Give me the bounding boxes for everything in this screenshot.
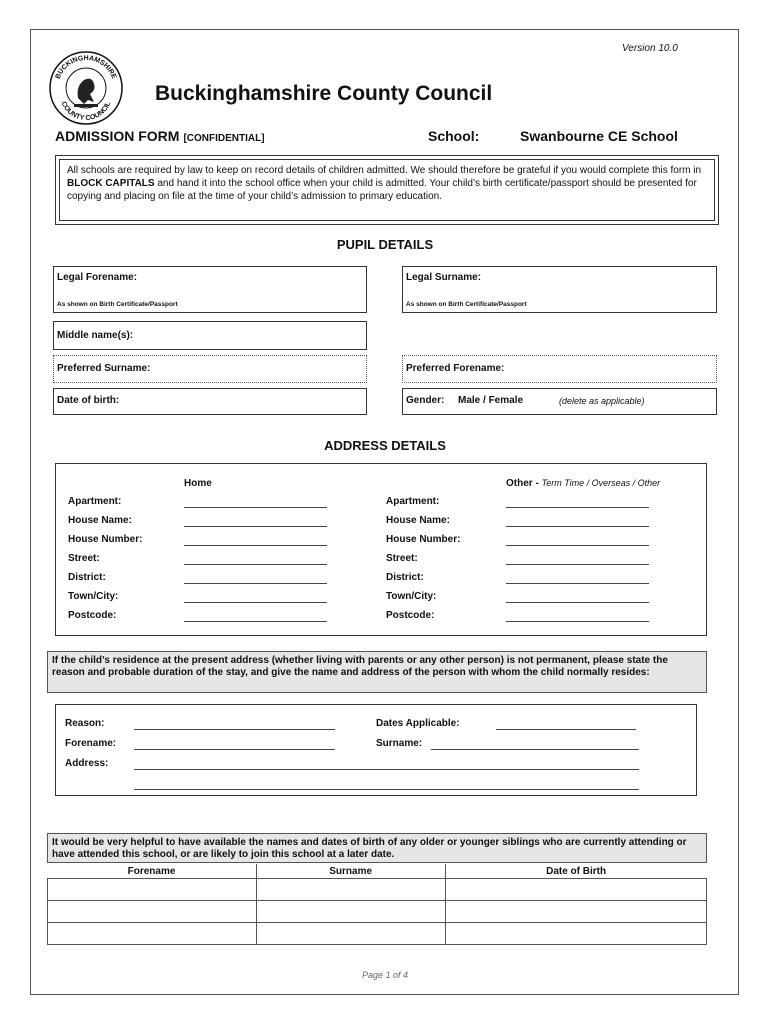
form-title (55, 128, 265, 144)
legal-forename-label: Legal Forename: (57, 272, 138, 283)
school-label: School: (428, 128, 480, 144)
preferred-surname-field[interactable] (53, 355, 367, 383)
other-postcode-label: Postcode: (386, 610, 435, 621)
residence-box (55, 704, 697, 796)
council-crest-logo (48, 50, 124, 126)
surname-label: Surname: (376, 738, 423, 749)
home-house-name-label: House Name: (68, 515, 132, 526)
svg-text:BUCKINGHAMSHIRE: BUCKINGHAMSHIRE (54, 54, 118, 81)
home-district-input[interactable] (184, 583, 327, 584)
school-name: Swanbourne CE School (520, 128, 678, 144)
form-title-text: ADMISSION FORM (55, 128, 180, 144)
reason-label: Reason: (65, 718, 105, 729)
other-column-note: Term Time / Overseas / Other (541, 478, 661, 488)
home-apartment-input[interactable] (184, 507, 327, 508)
page-number: Page 1 of 4 (361, 970, 409, 980)
home-house-name-input[interactable] (184, 526, 327, 527)
other-street-label: Street: (386, 553, 418, 564)
other-postcode-input[interactable] (506, 621, 649, 622)
intro-box (55, 155, 719, 225)
home-town-city-label: Town/City: (68, 591, 119, 602)
address-input-line-2[interactable] (134, 789, 639, 790)
confidential-tag: [CONFIDENTIAL] (183, 133, 265, 144)
address-box (55, 463, 707, 636)
dates-applicable-input[interactable] (496, 729, 636, 730)
table-row (48, 923, 707, 945)
other-house-name-label: House Name: (386, 515, 450, 526)
siblings-table (47, 864, 707, 945)
home-house-number-input[interactable] (184, 545, 327, 546)
legal-surname-hint: As shown on Birth Certificate/Passport (406, 301, 527, 308)
date-of-birth-label: Date of birth: (57, 395, 120, 406)
sibling-forename-cell[interactable] (48, 901, 257, 923)
other-street-input[interactable] (506, 564, 649, 565)
other-district-label: District: (386, 572, 424, 583)
intro-text-part1: All schools are required by law to keep on record details of children admitted. We should therefore be grateful if you would complete this form in (67, 165, 702, 176)
home-town-city-input[interactable] (184, 602, 327, 603)
forename-input[interactable] (134, 749, 335, 750)
siblings-col-forename: Forename (48, 864, 257, 879)
gender-label: Gender: (406, 395, 445, 406)
sibling-forename-cell[interactable] (48, 879, 257, 901)
home-postcode-label: Postcode: (68, 610, 117, 621)
residence-notice: If the child’s residence at the present address (whether living with parents or any other person) is not permanent, please state the reason and probable duration of the stay, and give the name and address of the person with whom the child normally resides: (47, 651, 707, 693)
sibling-dob-cell[interactable] (445, 879, 706, 901)
address-label: Address: (65, 758, 109, 769)
council-name: Buckinghamshire County Council (155, 82, 493, 105)
surname-input[interactable] (431, 749, 639, 750)
home-district-label: District: (68, 572, 106, 583)
sibling-surname-cell[interactable] (256, 879, 445, 901)
address-details-heading: ADDRESS DETAILS (324, 438, 446, 453)
middle-names-field[interactable] (53, 321, 367, 350)
middle-names-label: Middle name(s): (57, 330, 134, 341)
siblings-notice: It would be very helpful to have available the names and dates of birth of any older or younger siblings who are currently attending or have attended this school, or are likely to join this school at a later date. (47, 833, 707, 863)
svg-text:COUNTY COUNCIL: COUNTY COUNCIL (59, 100, 113, 123)
reason-input[interactable] (134, 729, 335, 730)
pupil-details-heading: PUPIL DETAILS (336, 237, 434, 252)
preferred-surname-label: Preferred Surname: (57, 363, 151, 374)
other-house-name-input[interactable] (506, 526, 649, 527)
home-postcode-input[interactable] (184, 621, 327, 622)
home-street-label: Street: (68, 553, 100, 564)
other-town-city-input[interactable] (506, 602, 649, 603)
table-row (48, 901, 707, 923)
siblings-header-row (48, 864, 707, 879)
sibling-surname-cell[interactable] (256, 901, 445, 923)
other-house-number-label: House Number: (386, 534, 461, 545)
dates-applicable-label: Dates Applicable: (376, 718, 460, 729)
legal-forename-hint: As shown on Birth Certificate/Passport (57, 301, 178, 308)
table-row (48, 879, 707, 901)
date-of-birth-field[interactable] (53, 388, 367, 415)
other-house-number-input[interactable] (506, 545, 649, 546)
home-apartment-label: Apartment: (68, 496, 122, 507)
gender-note: (delete as applicable) (559, 396, 645, 406)
preferred-forename-field[interactable] (402, 355, 717, 383)
legal-surname-field[interactable] (402, 266, 717, 313)
intro-text-part2: and hand it into the school office when your child is admitted. Your child’s birth certificate/passport should be presented for copying and placing on file at the time of your child’s admission to primary education. (67, 178, 697, 202)
version-label: Version 10.0 (622, 43, 678, 54)
siblings-col-surname: Surname (256, 864, 445, 879)
legal-surname-label: Legal Surname: (406, 272, 482, 283)
siblings-col-dob: Date of Birth (445, 864, 706, 879)
preferred-forename-label: Preferred Forename: (406, 363, 505, 374)
intro-text (59, 159, 715, 221)
sibling-surname-cell[interactable] (256, 923, 445, 945)
intro-text-bold: BLOCK CAPITALS (67, 178, 155, 189)
gender-field[interactable] (402, 388, 717, 415)
other-column-label: Other - (506, 478, 542, 489)
other-column-heading (506, 478, 660, 489)
address-input-line-1[interactable] (134, 769, 639, 770)
home-street-input[interactable] (184, 564, 327, 565)
forename-label: Forename: (65, 738, 117, 749)
sibling-dob-cell[interactable] (445, 901, 706, 923)
gender-options[interactable]: Male / Female (458, 395, 524, 406)
other-apartment-input[interactable] (506, 507, 649, 508)
sibling-dob-cell[interactable] (445, 923, 706, 945)
sibling-forename-cell[interactable] (48, 923, 257, 945)
other-apartment-label: Apartment: (386, 496, 440, 507)
home-house-number-label: House Number: (68, 534, 143, 545)
other-town-city-label: Town/City: (386, 591, 437, 602)
legal-forename-field[interactable] (53, 266, 367, 313)
other-district-input[interactable] (506, 583, 649, 584)
home-column-heading: Home (184, 478, 212, 489)
